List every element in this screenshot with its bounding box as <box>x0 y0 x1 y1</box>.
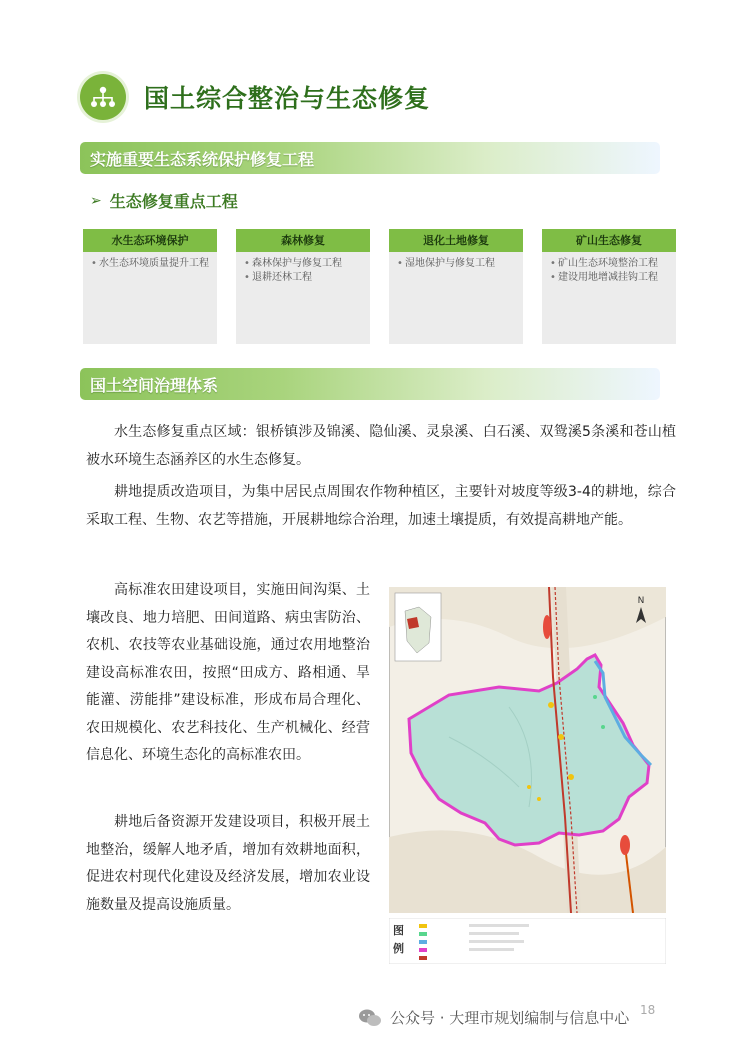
paragraph-water: 水生态修复重点区域：银桥镇涉及锦溪、隐仙溪、灵泉溪、白石溪、双鸳溪5条溪和苍山植被水环境生态涵养区的水生态修复。 <box>86 424 676 468</box>
chevron-right-icon: ➢ <box>90 192 102 209</box>
card-title: 森林修复 <box>236 229 370 252</box>
section-band-governance <box>80 368 660 400</box>
card-item: • 湿地保护与修复工程 <box>397 257 517 271</box>
paragraph-reserve: 耕地后备资源开发建设项目，积极开展土地整治，缓解人地矛盾，增加有效耕地面积，促进农村现代化建设及经济发展，增加农业设施数量及提高设施质量。 <box>86 814 370 913</box>
footer <box>358 1007 629 1028</box>
subheading-text: 生态修复重点工程 <box>109 192 238 211</box>
hierarchy-icon <box>80 74 126 120</box>
map-legend <box>389 918 666 964</box>
card-item: • 建设用地增减挂钩工程 <box>550 271 670 285</box>
card-forest <box>236 229 370 344</box>
card-title: 退化土地修复 <box>389 229 523 252</box>
section-title: 实施重要生态系统保护修复工程 <box>90 149 315 169</box>
card-title: 水生态环境保护 <box>83 229 217 252</box>
card-item: • 水生态环境质量提升工程 <box>91 257 211 271</box>
card-mine <box>542 229 676 344</box>
footer-text: 公众号 · 大理市规划编制与信息中心 <box>390 1009 630 1027</box>
page-number: 18 <box>640 1003 656 1017</box>
subheading <box>90 189 238 212</box>
paragraph-high-standard: 高标准农田建设项目，实施田间沟渠、土壤改良、地力培肥、田间道路、病虫害防治、农机、农技等农业基础设施，通过农用地整治建设高标准农田，按照“田成方、路相通、旱能灌、涝能排”建设标准，形成布局合理化、农田规模化、农艺科技化、生产机械化、经营信息化、环境生态化的高标准农田。 <box>86 582 370 763</box>
page-header <box>80 72 430 122</box>
land-remediation-map <box>389 587 666 913</box>
section-band-ecosystem <box>80 142 660 174</box>
card-item: • 森林保护与修复工程 <box>244 257 364 271</box>
project-cards <box>83 229 677 344</box>
wechat-icon <box>358 1008 382 1028</box>
legend-label: 图例 <box>393 924 404 955</box>
card-water <box>83 229 217 344</box>
page-title: 国土综合整治与生态修复 <box>144 84 431 113</box>
card-land <box>389 229 523 344</box>
card-item: • 矿山生态环境整治工程 <box>550 257 670 271</box>
card-title: 矿山生态修复 <box>542 229 676 252</box>
north-label: N <box>637 596 645 606</box>
card-item: • 退耕还林工程 <box>244 271 364 285</box>
paragraph-farmland: 耕地提质改造项目，为集中居民点周围农作物种植区，主要针对坡度等级3-4的耕地，综合采取工程、生物、农艺等措施，开展耕地综合治理，加速土壤提质，有效提高耕地产能。 <box>86 484 676 528</box>
section-title: 国土空间治理体系 <box>90 375 219 395</box>
